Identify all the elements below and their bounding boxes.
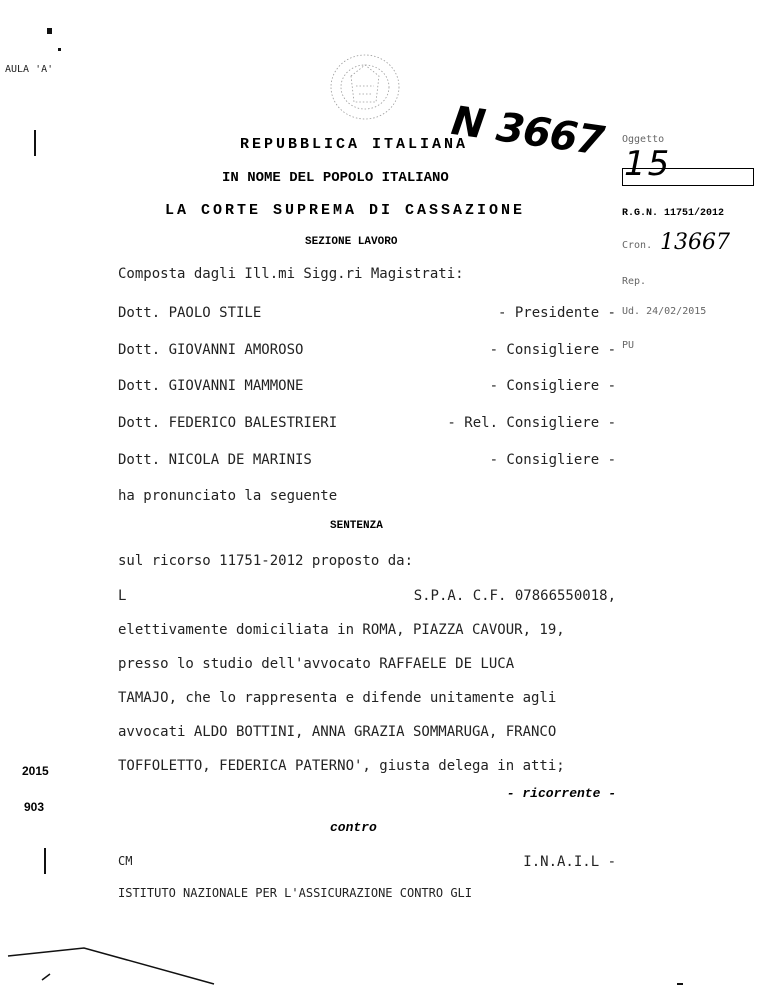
contro-label: contro: [330, 820, 377, 835]
party-codice-fiscale: S.P.A. C.F. 07866550018,: [413, 588, 616, 604]
scan-mark: [58, 48, 61, 51]
aula-label: AULA 'A': [5, 64, 54, 75]
oggetto-value: 15: [624, 144, 672, 184]
cron-value: 13667: [660, 230, 730, 255]
court-heading: LA CORTE SUPREMA DI CASSAZIONE: [165, 202, 526, 219]
istituto-line: ISTITUTO NAZIONALE PER L'ASSICURAZIONE CONTRO GLI: [118, 886, 473, 900]
judge-role: - Consigliere -: [489, 452, 616, 468]
judge-name: Dott. GIOVANNI AMOROSO: [118, 342, 304, 358]
scan-mark: [47, 28, 52, 34]
composta-line: Composta dagli Ill.mi Sigg.ri Magistrati:: [118, 266, 464, 282]
body-line: elettivamente domiciliata in ROMA, PIAZZA CAVOUR, 19,: [118, 622, 565, 638]
in-nome-heading: IN NOME DEL POPOLO ITALIANO: [222, 170, 449, 186]
body-line: presso lo studio dell'avvocato RAFFAELE DE LUCA: [118, 656, 515, 672]
pu-label: PU: [622, 340, 635, 351]
stamp-number: N 3667: [448, 98, 607, 165]
judge-name: Dott. FEDERICO BALESTRIERI: [118, 415, 338, 431]
section-heading: SEZIONE LAVORO: [305, 236, 398, 248]
scan-mark: [34, 130, 36, 156]
body-line: TAMAJO, che lo rappresenta e difende unitamente agli: [118, 690, 557, 706]
margin-number: 903: [24, 800, 45, 814]
judge-name: Dott. NICOLA DE MARINIS: [118, 452, 312, 468]
scan-mark: [677, 983, 683, 985]
signature-scribble-icon: [0, 940, 260, 994]
party-cm: CM: [118, 854, 133, 868]
republic-heading: REPUBBLICA ITALIANA: [240, 136, 469, 153]
judge-name: Dott. GIOVANNI MAMMONE: [118, 378, 304, 394]
republic-seal-icon: [326, 50, 404, 124]
cron-label: Cron.: [622, 240, 653, 251]
judge-role: - Consigliere -: [489, 378, 616, 394]
ricorso-line: sul ricorso 11751-2012 proposto da:: [118, 553, 414, 569]
judge-name: Dott. PAOLO STILE: [118, 305, 262, 321]
judge-role: - Consigliere -: [489, 342, 616, 358]
body-line: avvocati ALDO BOTTINI, ANNA GRAZIA SOMMARUGA, FRANCO: [118, 724, 557, 740]
scan-mark: [44, 848, 46, 874]
judge-role: - Presidente -: [497, 305, 616, 321]
udienza-date: Ud. 24/02/2015: [622, 306, 707, 317]
judge-role: - Rel. Consigliere -: [447, 415, 616, 431]
pronunciato-line: ha pronunciato la seguente: [118, 488, 338, 504]
ricorrente-label: - ricorrente -: [506, 786, 616, 801]
body-line: TOFFOLETTO, FEDERICA PATERNO', giusta delega in atti;: [118, 758, 565, 774]
party-initial: L: [118, 588, 127, 604]
oggetto-label: Oggetto: [622, 134, 665, 145]
rgn-number: R.G.N. 11751/2012: [622, 208, 725, 219]
inail-label: I.N.A.I.L -: [523, 854, 616, 870]
sentenza-heading: SENTENZA: [330, 520, 383, 532]
rep-label: Rep.: [622, 276, 647, 287]
margin-year: 2015: [22, 764, 49, 778]
